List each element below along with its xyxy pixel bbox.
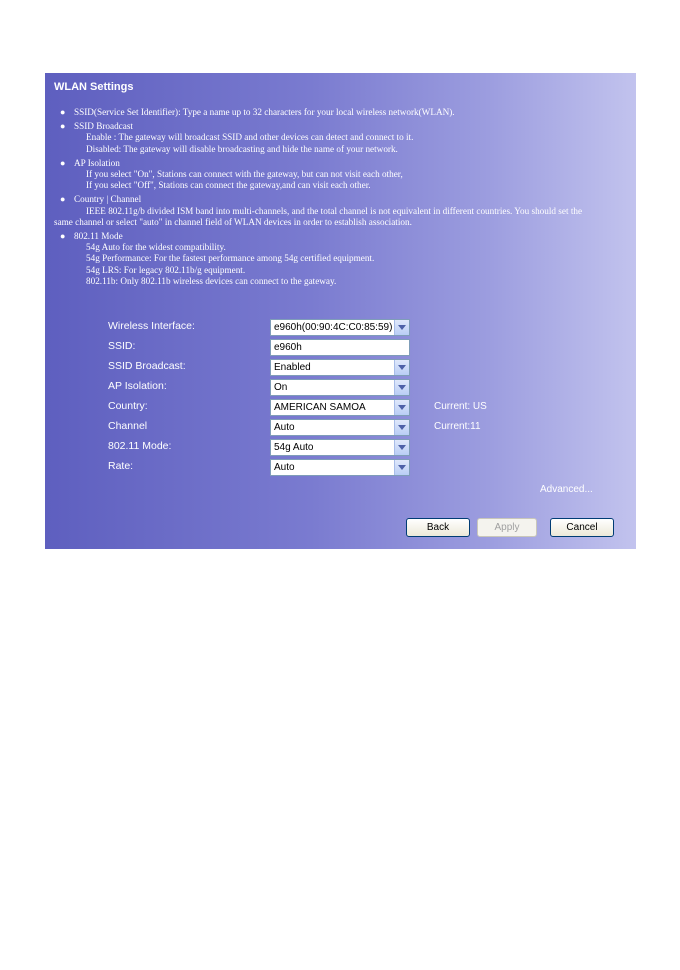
help-heading: AP Isolation [74,157,120,168]
help-line: 54g LRS: For legacy 802.11b/g equipment. [86,264,246,275]
help-line: 54g Auto for the widest compatibility. [86,242,226,253]
bullet-icon: ● [60,194,66,205]
apply-button[interactable]: Apply [477,518,537,537]
help-item-country-channel [54,194,630,228]
country-value: AMERICAN SAMOA [274,402,366,413]
help-line: If you select "On", Stations can connect with the gateway, but can not visit each other, [86,169,403,180]
help-line: Disabled: The gateway will disable broadcasting and hide the name of your network. [86,143,398,154]
ssid-broadcast-value: Enabled [274,362,311,373]
rate-select[interactable] [270,459,410,476]
chevron-down-icon[interactable] [394,420,409,435]
bullet-icon: ● [60,231,66,242]
current-country: Current: US [434,401,487,412]
help-line: 802.11b: Only 802.11b wireless devices can connect to the gateway. [86,275,337,286]
advanced-link[interactable]: Advanced... [540,484,593,495]
help-item-ap-isolation [54,158,630,192]
channel-label: Channel [108,420,148,432]
ap-isolation-value: On [274,382,288,393]
help-heading: SSID(Service Set Identifier): Type a name up to 32 characters for your local wireless network(WLAN). [74,107,455,117]
bullet-icon: ● [60,107,66,117]
help-item-ssid-broadcast [54,121,630,155]
back-button[interactable]: Back [406,518,470,537]
bullet-icon: ● [60,157,66,168]
ap-isolation-select[interactable] [270,379,410,396]
row-ap-isolation [45,379,636,396]
help-heading: 802.11 Mode [74,231,123,242]
wireless-interface-select[interactable] [270,319,410,336]
row-wireless-interface [45,319,636,336]
row-80211-mode [45,439,636,456]
channel-value: Auto [274,422,295,433]
help-line: 54g Performance: For the fastest performance among 54g certified equipment. [86,253,375,264]
ssid-broadcast-select[interactable] [270,359,410,376]
page-title: WLAN Settings [54,81,134,93]
ssid-label: SSID: [108,340,136,352]
mode-value: 54g Auto [274,442,314,453]
help-line: Enable : The gateway will broadcast SSID and other devices can detect and connect to it. [86,132,414,143]
help-line: If you select "Off", Stations can connect the gateway,and can visit each other. [86,180,371,191]
rate-value: Auto [274,462,295,473]
chevron-down-icon[interactable] [394,400,409,415]
country-select[interactable] [270,399,410,416]
help-line: IEEE 802.11g/b divided ISM band into multi-channels, and the total channel is not equivalent in different countries. You should set the [86,205,583,216]
row-ssid-broadcast [45,359,636,376]
rate-label: Rate: [108,460,134,472]
help-heading: Country | Channel [74,194,142,205]
current-channel: Current:11 [434,421,481,432]
chevron-down-icon[interactable] [394,380,409,395]
bullet-icon: ● [60,121,66,132]
mode-select[interactable] [270,439,410,456]
help-list [54,107,630,290]
channel-select[interactable] [270,419,410,436]
row-ssid [45,339,636,356]
row-channel [45,419,636,436]
wireless-interface-value: e960h(00:90:4C:C0:85:59) [274,322,393,333]
cancel-button[interactable]: Cancel [550,518,614,537]
chevron-down-icon[interactable] [394,460,409,475]
help-item-ssid [54,107,630,118]
ap-isolation-label: AP Isolation: [108,380,167,392]
row-country [45,399,636,416]
wlan-settings-panel [45,73,636,549]
ssid-value: e960h [274,342,302,353]
country-label: Country: [108,400,148,412]
wireless-interface-label: Wireless Interface: [108,320,195,332]
chevron-down-icon[interactable] [394,360,409,375]
help-line: same channel or select "auto" in channel field of WLAN devices in order to establish association. [54,216,412,227]
ssid-input[interactable] [270,339,410,356]
row-rate [45,459,636,476]
mode-label: 802.11 Mode: [108,440,172,452]
help-item-80211-mode [54,231,630,287]
chevron-down-icon[interactable] [394,320,409,335]
help-heading: SSID Broadcast [74,121,133,132]
chevron-down-icon[interactable] [394,440,409,455]
ssid-broadcast-label: SSID Broadcast: [108,360,186,372]
